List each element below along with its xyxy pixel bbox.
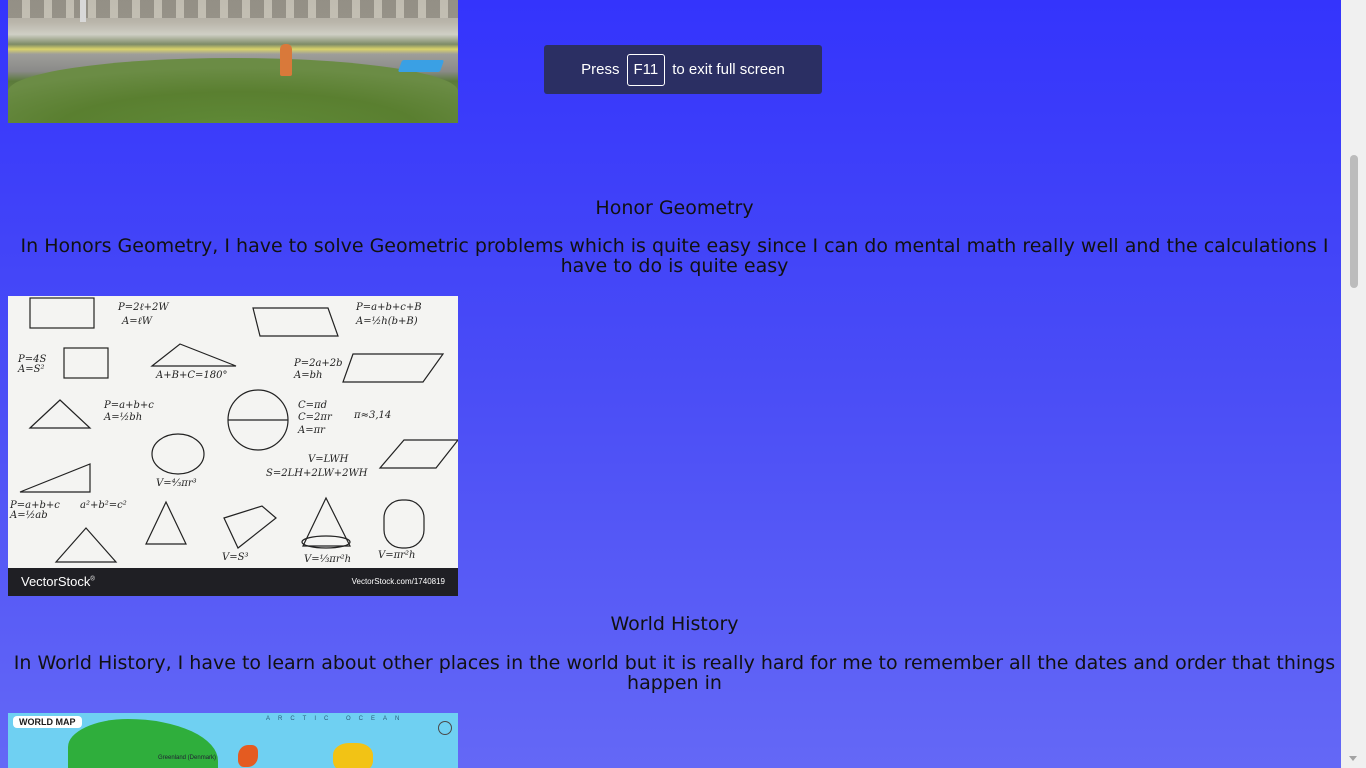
world-map-label: WORLD MAP <box>13 716 82 728</box>
svg-text:V=⁴⁄₃πr³: V=⁴⁄₃πr³ <box>156 478 197 489</box>
svg-text:C=2πr: C=2πr <box>298 412 332 423</box>
history-heading: World History <box>610 613 739 635</box>
compass-icon <box>438 721 452 735</box>
map-island <box>238 745 258 767</box>
vectorstock-logo: VectorStock® <box>21 574 95 589</box>
svg-text:A=πr: A=πr <box>298 425 325 436</box>
ocean-label: ARCTIC OCEAN <box>266 716 408 722</box>
svg-text:A=½ab: A=½ab <box>10 510 48 521</box>
svg-text:P=a+b+c: P=a+b+c <box>10 500 60 511</box>
svg-text:C=πd: C=πd <box>298 400 328 411</box>
svg-text:P=a+b+c: P=a+b+c <box>104 400 154 411</box>
toast-press-text: Press <box>581 61 620 78</box>
svg-text:V=⅓πr²h: V=⅓πr²h <box>304 554 352 565</box>
scroll-down-arrow-icon[interactable] <box>1349 756 1357 761</box>
image-footer <box>8 568 458 596</box>
svg-text:V=S³: V=S³ <box>222 552 249 563</box>
geometry-formulas-image <box>8 296 458 596</box>
svg-text:A=½bh: A=½bh <box>104 412 143 423</box>
building <box>8 0 458 18</box>
greenland-label: Greenland (Denmark) <box>158 755 217 761</box>
svg-text:A=ℓW: A=ℓW <box>122 316 153 327</box>
svg-text:A=bh: A=bh <box>294 370 323 381</box>
flag-pole <box>80 0 86 22</box>
svg-text:S=2LH+2LW+2WH: S=2LH+2LW+2WH <box>266 468 368 479</box>
history-description: In World History, I have to learn about other places in the world but it is really hard for me to remember all the dates and order that things happen in <box>13 652 1336 694</box>
svg-text:A=½h(b+B): A=½h(b+B) <box>356 316 418 327</box>
lawn <box>8 58 458 123</box>
svg-text:V=πr²h: V=πr²h <box>378 550 416 561</box>
svg-text:P=2ℓ+2W: P=2ℓ+2W <box>118 302 169 313</box>
svg-text:P=4S: P=4S <box>18 354 47 365</box>
svg-text:A+B+C=180°: A+B+C=180° <box>156 370 228 381</box>
svg-text:A=S²: A=S² <box>18 364 45 375</box>
fire-hydrant <box>280 44 292 76</box>
geometry-description: In Honors Geometry, I have to solve Geometric problems which is quite easy since I can do mental math really well and the calculations I have to do is quite easy <box>20 235 1329 277</box>
svg-text:a²+b²=c²: a²+b²=c² <box>80 500 127 511</box>
world-map-image <box>8 713 458 768</box>
svg-text:P=a+b+c+B: P=a+b+c+B <box>356 302 422 313</box>
vertical-scrollbar[interactable] <box>1341 0 1366 768</box>
geometry-heading: Honor Geometry <box>595 197 754 219</box>
f11-key: F11 <box>627 54 666 86</box>
image-credit: VectorStock.com/1740819 <box>351 577 445 586</box>
svg-text:π≈3,14: π≈3,14 <box>354 410 392 421</box>
fullscreen-exit-toast <box>544 45 822 94</box>
toast-suffix-text: to exit full screen <box>672 61 785 78</box>
scrollbar-thumb[interactable] <box>1350 155 1358 288</box>
parking-sign <box>398 60 444 72</box>
svg-text:P=2a+2b: P=2a+2b <box>294 358 343 369</box>
map-region <box>333 743 373 768</box>
geometry-sketches <box>8 296 458 568</box>
svg-text:V=LWH: V=LWH <box>308 454 349 465</box>
school-photo <box>8 0 458 123</box>
